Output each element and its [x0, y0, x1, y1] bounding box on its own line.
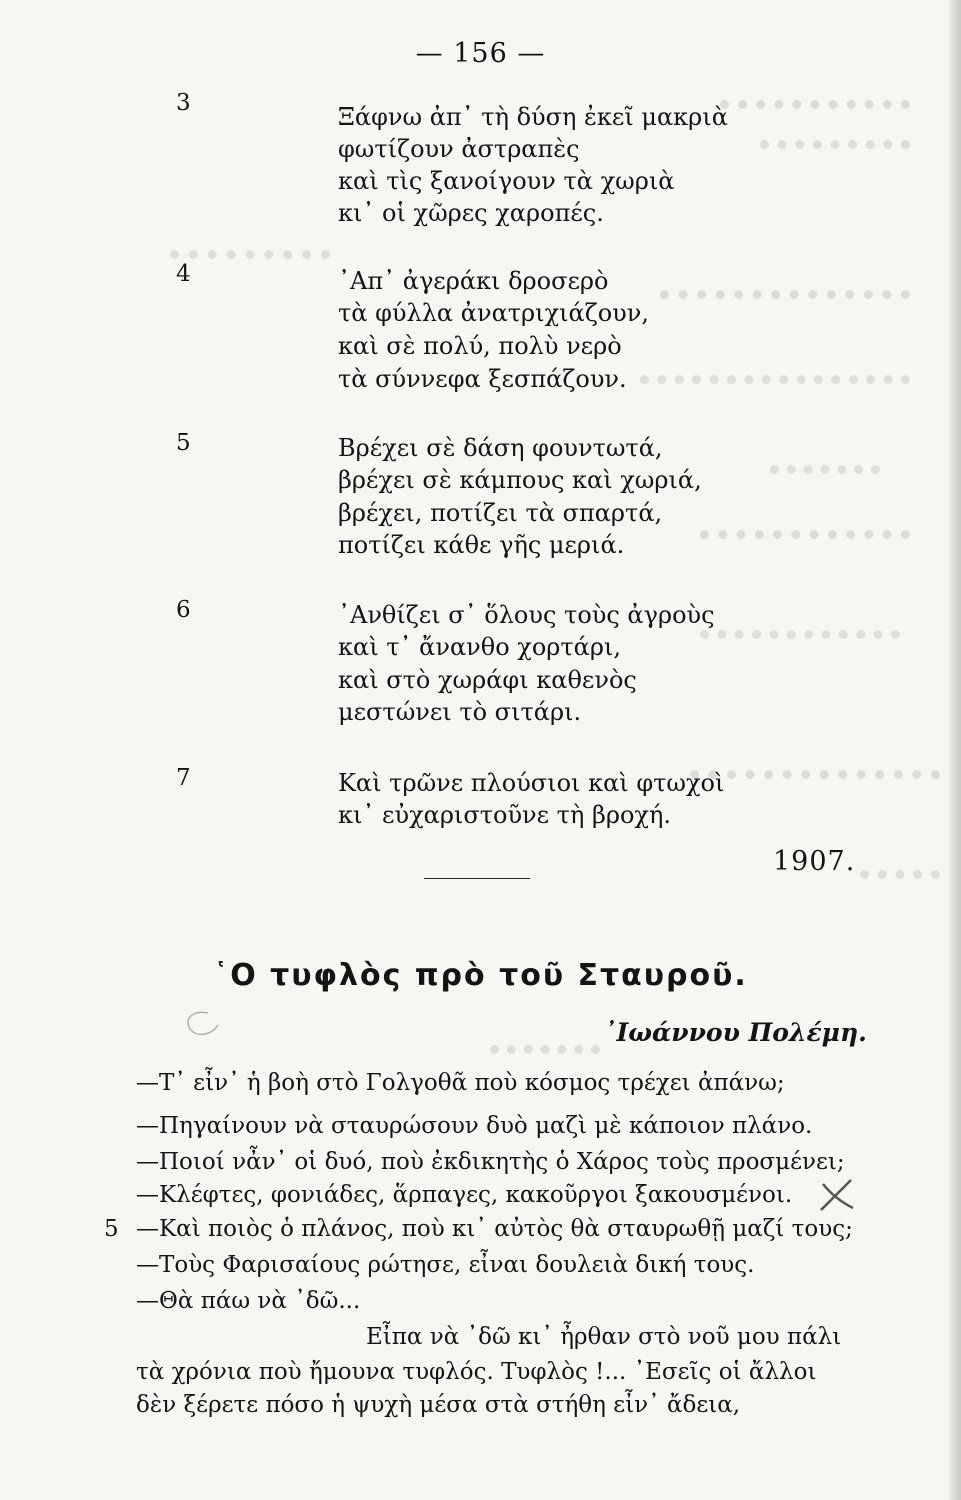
- verse-line: καὶ τ᾽ ἄνανθο χορτάρι,: [338, 633, 622, 661]
- stanza-number: 4: [176, 261, 191, 287]
- poem-title: ῾Ο τυφλὸς πρὸ τοῦ Σταυροῦ.: [213, 958, 748, 993]
- prose-line: Εἶπα νὰ ᾽δῶ κι᾽ ἦρθαν στὸ νοῦ μου πάλι: [366, 1324, 842, 1350]
- dialogue-verse: —Θὰ πάω νὰ ᾽δῶ...: [136, 1288, 361, 1314]
- stanza-number: 5: [176, 430, 191, 456]
- verse-line: καὶ στὸ χωράφι καθενὸς: [338, 666, 637, 694]
- verse-line: βρέχει σὲ κάμπους καὶ χωριά,: [338, 466, 702, 494]
- verse-line: καὶ τὶς ξανοίγουν τὰ χωριὰ: [338, 167, 675, 195]
- verse-line: βρέχει, ποτίζει τὰ σπαρτά,: [338, 499, 663, 527]
- verse-line: μεστώνει τὸ σιτάρι.: [338, 698, 582, 726]
- page-number: — 156 —: [415, 38, 546, 69]
- dialogue-verse: —Καὶ ποιὸς ὁ πλάνος, ποὺ κι᾽ αὐτὸς θὰ σταυρωθῇ μαζί τους;: [136, 1216, 853, 1242]
- verse-line: καὶ σὲ πολύ, πολὺ νερὸ: [338, 332, 622, 360]
- dialogue-verse: —Κλέφτες, φονιάδες, ἅρπαγες, κακοῦργοι ξακουσμένοι.: [136, 1182, 793, 1208]
- dialogue-verse: —Τοὺς Φαρισαίους ρώτησε, εἶναι δουλειὰ δική τους.: [136, 1252, 755, 1278]
- handwritten-x-mark-icon: [815, 1176, 859, 1216]
- verse-line: κι᾽ εὐχαριστοῦνε τὴ βροχή.: [338, 801, 671, 829]
- pencil-mark-icon: [178, 1005, 228, 1045]
- verse-line: τὰ φύλλα ἀνατριχιάζουν,: [338, 299, 649, 327]
- poem-author: ᾽Ιωάννου Πολέμη.: [604, 1018, 867, 1047]
- page-edge-shadow: [947, 0, 961, 1500]
- verse-line: ᾽Ανθίζει σ᾽ ὅλους τοὺς ἀγροὺς: [338, 601, 715, 629]
- verse-line: Καὶ τρῶνε πλούσιοι καὶ φτωχοὶ: [338, 769, 725, 797]
- verse-line: τὰ σύννεφα ξεσπάζουν.: [338, 365, 627, 393]
- verse-line: Βρέχει σὲ δάση φουντωτά,: [338, 434, 663, 462]
- line-number-marker: 5: [104, 1216, 119, 1242]
- poem-date: 1907.: [773, 846, 856, 877]
- prose-line: τὰ χρόνια ποὺ ἤμουνα τυφλός. Τυφλὸς !... ᾽Εσεῖς οἱ ἄλλοι: [136, 1359, 817, 1385]
- section-divider: [424, 878, 530, 879]
- prose-line: δὲν ξέρετε πόσο ἡ ψυχὴ μέσα στὰ στήθη εἶν᾽ ἄδεια,: [136, 1392, 741, 1418]
- stanza-number: 6: [176, 597, 191, 623]
- stanza-number: 7: [176, 765, 191, 791]
- dialogue-verse: —Πηγαίνουν νὰ σταυρώσουν δυὸ μαζὶ μὲ κάποιον πλάνο.: [136, 1113, 813, 1139]
- verse-line: φωτίζουν ἀστραπὲς: [338, 135, 580, 163]
- verse-line: Ξάφνω ἀπ᾽ τὴ δύση ἐκεῖ μακριὰ: [338, 103, 728, 131]
- dialogue-verse: —Τ᾽ εἶν᾽ ἡ βοὴ στὸ Γολγοθᾶ ποὺ κόσμος τρέχει ἀπάνω;: [136, 1070, 785, 1096]
- dialogue-verse: —Ποιοί νἆν᾽ οἱ δυό, ποὺ ἐκδικητὴς ὁ Χάρος τοὺς προσμένει;: [136, 1149, 845, 1175]
- verse-line: ποτίζει κάθε γῆς μεριά.: [338, 531, 625, 559]
- verse-line: ᾽Απ᾽ ἀγεράκι δροσερὸ: [338, 267, 609, 295]
- verse-line: κι᾽ οἱ χῶρες χαροπές.: [338, 199, 604, 227]
- stanza-number: 3: [176, 90, 191, 116]
